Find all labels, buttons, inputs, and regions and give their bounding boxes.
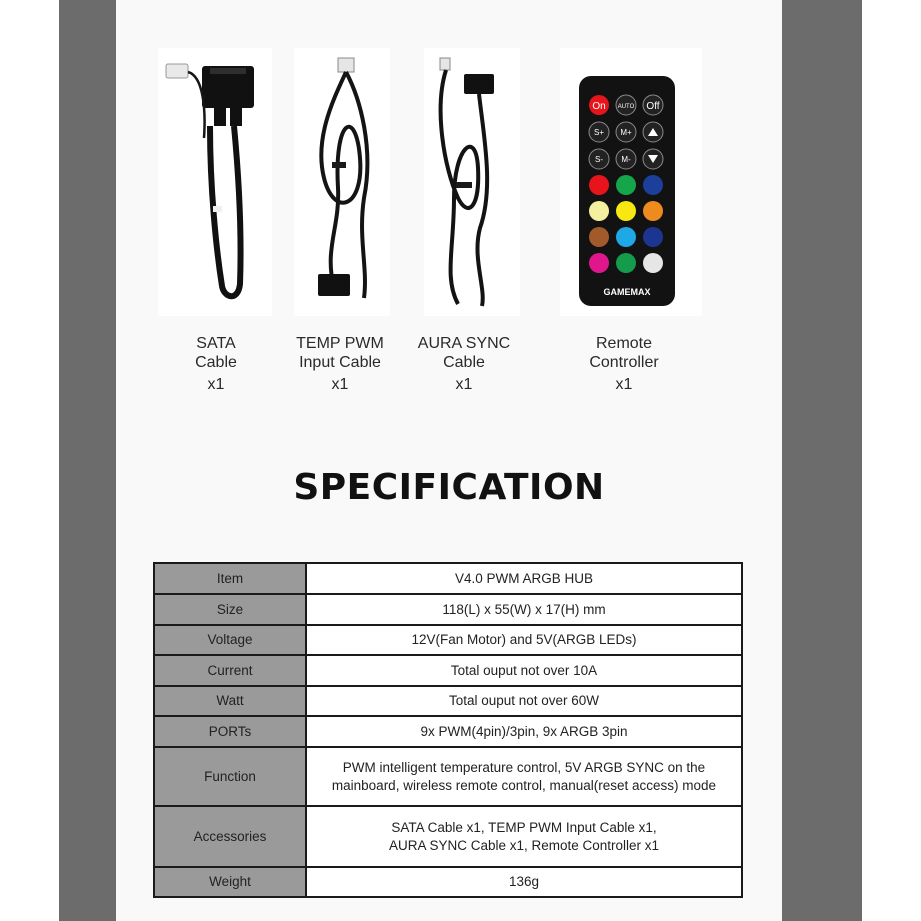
remote-mode-down-label: M-	[621, 155, 631, 164]
spec-value: PWM intelligent temperature control, 5V ARGB SYNC on the mainboard, wireless remote control, manual(reset access) mode	[306, 747, 742, 806]
spec-value: V4.0 PWM ARGB HUB	[306, 563, 742, 594]
accessory-label-sata	[166, 334, 266, 394]
spec-key: Function	[154, 747, 306, 806]
left-gray-band	[59, 0, 116, 921]
remote-color-button[interactable]	[616, 201, 636, 221]
spec-key: Size	[154, 594, 306, 625]
accessory-quantity: x1	[331, 376, 349, 393]
table-row	[154, 563, 742, 594]
spec-key: Item	[154, 563, 306, 594]
remote-speed-down-label: S-	[595, 155, 603, 164]
accessory-label-remote	[564, 334, 684, 394]
remote-color-button[interactable]	[616, 175, 636, 195]
accessory-name-line2: Input Cable	[299, 354, 381, 371]
sata-cable-image	[158, 48, 272, 316]
remote-controller-image	[560, 48, 702, 316]
table-row	[154, 867, 742, 897]
accessory-quantity: x1	[455, 376, 473, 393]
temp-pwm-cable-image	[294, 48, 390, 316]
specification-heading: SPECIFICATION	[293, 467, 605, 508]
aura-sync-cable-image	[424, 48, 520, 316]
right-gray-band	[782, 0, 862, 921]
table-row	[154, 806, 742, 867]
remote-color-button[interactable]	[616, 253, 636, 273]
spec-key: Weight	[154, 867, 306, 897]
accessory-name-line2: Controller	[589, 354, 659, 371]
spec-value: 136g	[306, 867, 742, 897]
remote-speed-up-label: S+	[593, 128, 605, 137]
table-row	[154, 747, 742, 806]
remote-auto-label: AUTO	[617, 104, 635, 110]
remote-color-button[interactable]	[589, 175, 609, 195]
accessory-name-line1: TEMP PWM	[296, 335, 384, 352]
remote-color-button[interactable]	[616, 227, 636, 247]
spec-value: Total ouput not over 60W	[306, 686, 742, 716]
remote-color-button[interactable]	[643, 201, 663, 221]
specification-table	[153, 562, 743, 898]
accessory-name-line1: Remote	[595, 335, 653, 352]
gamemax-logo: GAMEMAX	[603, 287, 651, 297]
accessory-name-line1: AURA SYNC	[417, 335, 511, 352]
spec-key: Accessories	[154, 806, 306, 867]
table-row	[154, 655, 742, 686]
spec-value: 118(L) x 55(W) x 17(H) mm	[306, 594, 742, 625]
remote-color-button[interactable]	[589, 227, 609, 247]
remote-off-label: Off	[646, 101, 660, 112]
accessory-quantity: x1	[615, 376, 633, 393]
accessory-name-line1: SATA	[196, 335, 236, 352]
spec-value: Total ouput not over 10A	[306, 655, 742, 686]
accessory-label-aura-sync	[404, 334, 524, 394]
accessory-name-line2: Cable	[195, 354, 237, 371]
spec-value: SATA Cable x1, TEMP PWM Input Cable x1, AURA SYNC Cable x1, Remote Controller x1	[306, 806, 742, 867]
table-row	[154, 625, 742, 655]
remote-color-button[interactable]	[643, 175, 663, 195]
spec-key: Current	[154, 655, 306, 686]
table-row	[154, 686, 742, 716]
accessory-quantity: x1	[207, 376, 225, 393]
remote-on-label: On	[592, 101, 606, 112]
remote-color-button[interactable]	[643, 253, 663, 273]
table-row	[154, 716, 742, 747]
remote-color-button[interactable]	[589, 201, 609, 221]
spec-key: PORTs	[154, 716, 306, 747]
remote-mode-up-label: M+	[620, 128, 632, 137]
remote-color-button[interactable]	[643, 227, 663, 247]
accessory-name-line2: Cable	[443, 354, 485, 371]
remote-color-button[interactable]	[589, 253, 609, 273]
accessory-label-temp-pwm	[280, 334, 400, 394]
spec-key: Watt	[154, 686, 306, 716]
spec-value: 9x PWM(4pin)/3pin, 9x ARGB 3pin	[306, 716, 742, 747]
spec-value: 12V(Fan Motor) and 5V(ARGB LEDs)	[306, 625, 742, 655]
spec-key: Voltage	[154, 625, 306, 655]
table-row	[154, 594, 742, 625]
